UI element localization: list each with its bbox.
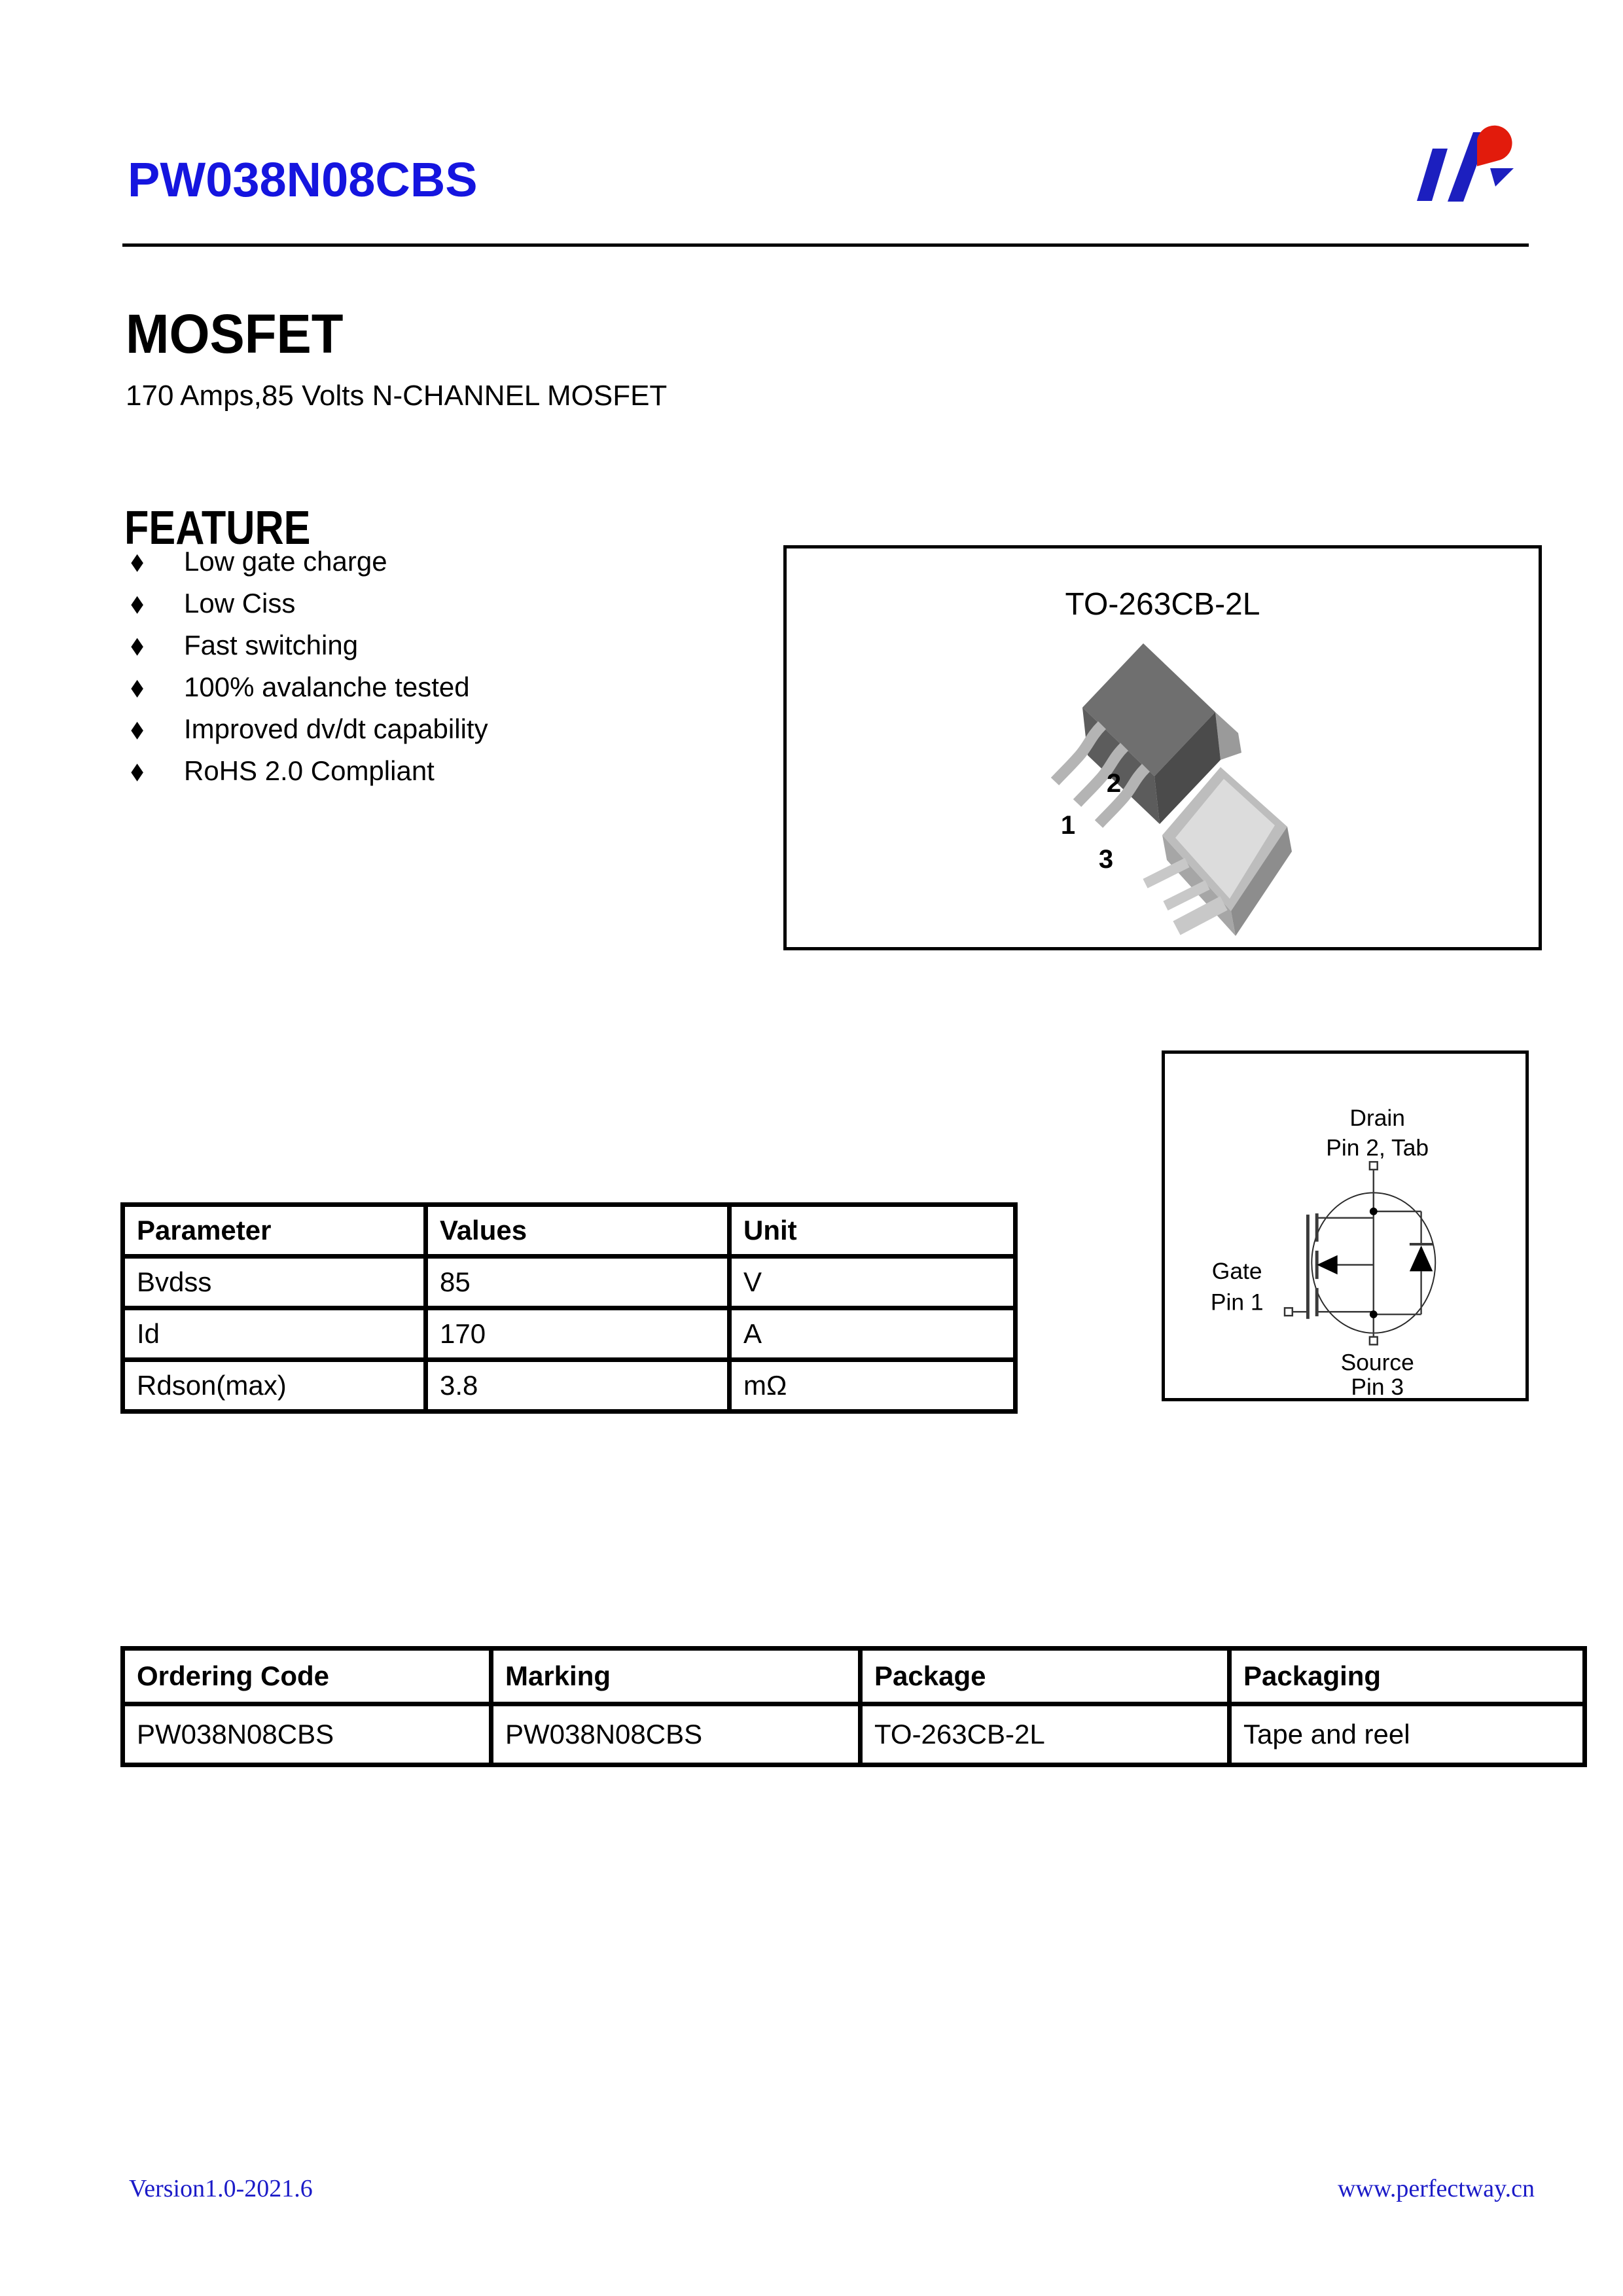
pin-2-number: 2	[1106, 769, 1122, 798]
gate-pin-label: Pin 1	[1210, 1289, 1264, 1316]
feature-item-label: Improved dv/dt capability	[184, 713, 488, 744]
logo-triangle	[1490, 168, 1514, 187]
package-figure-box	[783, 545, 1542, 950]
col-header-ordering-code: Ordering Code	[123, 1649, 491, 1704]
drain-pin-label: Pin 2, Tab	[1326, 1134, 1429, 1161]
col-header-package: Package	[861, 1649, 1230, 1704]
footer-website-link[interactable]: www.perfectway.cn	[1337, 2175, 1535, 2202]
cell-unit: A	[730, 1308, 1016, 1360]
table-row	[123, 1704, 1585, 1765]
source-node-dot	[1370, 1310, 1378, 1318]
source-pin-label: Pin 3	[1351, 1374, 1404, 1398]
table-row	[123, 1257, 1016, 1308]
feature-item-label: 100% avalanche tested	[184, 672, 470, 702]
header-divider	[122, 243, 1529, 247]
feature-item	[128, 713, 488, 745]
col-header-packaging: Packaging	[1230, 1649, 1585, 1704]
diamond-bullet-icon: ◆	[131, 632, 144, 658]
source-label: Source	[1340, 1349, 1414, 1376]
feature-item	[128, 755, 435, 787]
cell-package: TO-263CB-2L	[861, 1704, 1230, 1765]
diamond-bullet-icon: ◆	[131, 548, 144, 575]
cell-parameter: Rdson(max)	[123, 1360, 426, 1412]
pin-3-number: 3	[1098, 845, 1114, 874]
logo-bar-left	[1417, 149, 1448, 201]
table-row	[123, 1308, 1016, 1360]
stub-tab-pin	[1177, 903, 1224, 928]
cell-packaging: Tape and reel	[1230, 1704, 1585, 1765]
gate-terminal	[1285, 1308, 1293, 1316]
cell-value: 170	[426, 1308, 730, 1360]
part-number-title: PW038N08CBS	[128, 152, 478, 207]
cell-value: 85	[426, 1257, 730, 1308]
table-header-row	[123, 1205, 1016, 1257]
parameter-table	[120, 1202, 1018, 1414]
table-row	[123, 1360, 1016, 1412]
page-subtitle: 170 Amps,85 Volts N-CHANNEL MOSFET	[126, 380, 668, 412]
cell-value: 3.8	[426, 1360, 730, 1412]
feature-item-label: Low gate charge	[184, 546, 387, 577]
col-header-parameter: Parameter	[123, 1205, 426, 1257]
col-header-unit: Unit	[730, 1205, 1016, 1257]
logo-red-bowl	[1477, 126, 1512, 166]
diamond-bullet-icon: ◆	[131, 758, 144, 784]
channel-arrow	[1317, 1255, 1337, 1274]
footer-version-text: Version1.0-2021.6	[129, 2175, 313, 2202]
feature-item	[128, 672, 470, 703]
source-terminal	[1370, 1337, 1378, 1345]
diamond-bullet-icon: ◆	[131, 674, 144, 700]
package-name-label: TO-263CB-2L	[1065, 587, 1260, 622]
cell-marking: PW038N08CBS	[491, 1704, 861, 1765]
drain-node-dot	[1370, 1208, 1378, 1215]
body-diode	[1410, 1246, 1433, 1271]
perfectway-logo-icon	[1416, 115, 1514, 203]
feature-item	[128, 546, 387, 577]
drain-terminal	[1370, 1162, 1378, 1170]
cell-parameter: Bvdss	[123, 1257, 426, 1308]
feature-item	[128, 630, 358, 661]
drain-label: Drain	[1349, 1105, 1406, 1132]
cell-parameter: Id	[123, 1308, 426, 1360]
page-title: MOSFET	[126, 303, 344, 365]
feature-item	[128, 588, 295, 619]
cell-ordering-code: PW038N08CBS	[123, 1704, 491, 1765]
col-header-marking: Marking	[491, 1649, 861, 1704]
cell-unit: mΩ	[730, 1360, 1016, 1412]
mosfet-symbol-diagram	[1165, 1054, 1525, 1398]
feature-heading: FEATURE	[124, 502, 311, 554]
pin-1-number: 1	[1060, 811, 1076, 840]
col-header-values: Values	[426, 1205, 730, 1257]
pin-diagram-box	[1162, 1050, 1529, 1401]
diamond-bullet-icon: ◆	[131, 590, 144, 617]
gate-label: Gate	[1211, 1258, 1262, 1285]
feature-item-label: Fast switching	[184, 630, 359, 660]
cell-unit: V	[730, 1257, 1016, 1308]
diamond-bullet-icon: ◆	[131, 716, 144, 742]
feature-item-label: RoHS 2.0 Compliant	[184, 755, 435, 786]
ordering-table	[120, 1646, 1587, 1767]
table-header-row	[123, 1649, 1585, 1704]
feature-item-label: Low Ciss	[184, 588, 296, 619]
